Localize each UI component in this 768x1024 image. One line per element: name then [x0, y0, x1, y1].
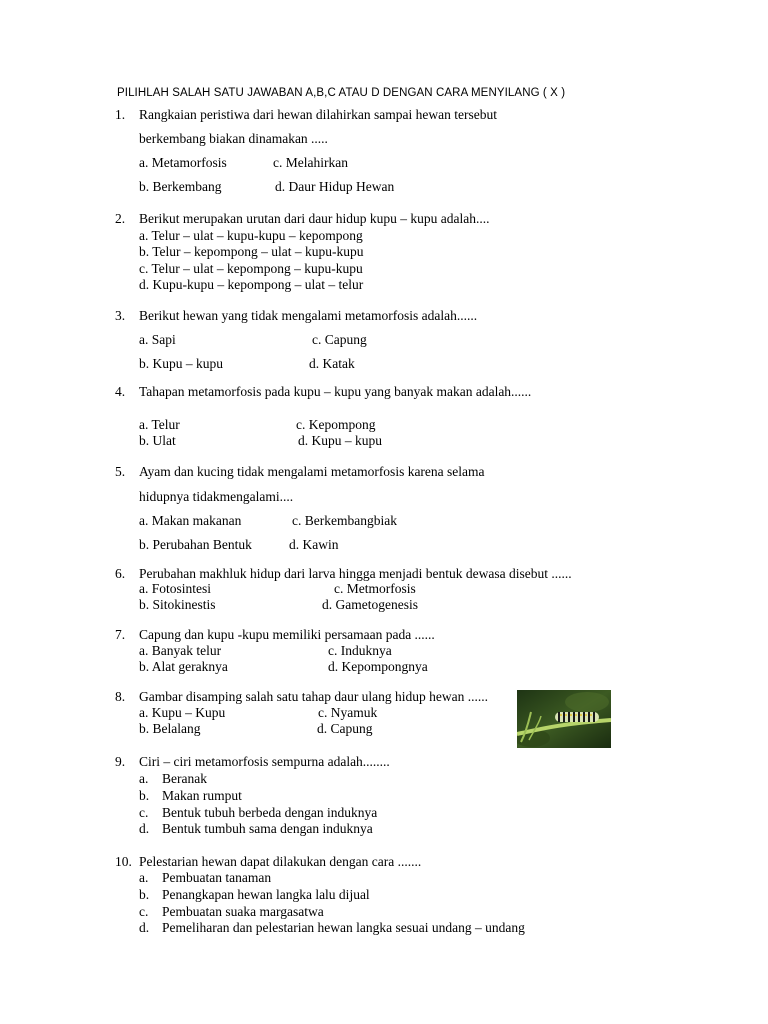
option-b[interactable]: b. Berkembang: [139, 179, 222, 194]
question-text: Ayam dan kucing tidak mengalami metamorfosis karena selama: [139, 464, 485, 479]
option-c[interactable]: Bentuk tubuh berbeda dengan induknya: [162, 805, 378, 820]
option-c[interactable]: c. Induknya: [328, 643, 392, 658]
option-a[interactable]: a. Makan makanan: [139, 513, 242, 528]
question-number: 1.: [115, 107, 126, 122]
question-number: 8.: [115, 689, 126, 704]
option-b[interactable]: b. Alat geraknya: [139, 659, 228, 674]
question-number: 7.: [115, 627, 126, 642]
question-text: Tahapan metamorfosis pada kupu – kupu yang banyak makan adalah......: [139, 384, 532, 399]
option-c[interactable]: c. Metmorfosis: [334, 581, 416, 596]
option-a[interactable]: a. Fotosintesi: [139, 581, 212, 596]
option-d[interactable]: d. Katak: [309, 356, 355, 371]
question-number: 9.: [115, 754, 126, 769]
option-b[interactable]: Makan rumput: [162, 788, 242, 803]
option-c[interactable]: c. Kepompong: [296, 417, 376, 432]
question-text: hidupnya tidakmengalami....: [139, 489, 294, 504]
option-c[interactable]: c. Berkembangbiak: [292, 513, 397, 528]
option-b[interactable]: b. Perubahan Bentuk: [139, 537, 252, 552]
option-d[interactable]: Bentuk tumbuh sama dengan induknya: [162, 821, 373, 836]
option-c[interactable]: Pembuatan suaka margasatwa: [162, 904, 324, 919]
option-c[interactable]: c. Telur – ulat – kepompong – kupu-kupu: [139, 261, 363, 276]
option-a[interactable]: a. Kupu – Kupu: [139, 705, 226, 720]
option-b[interactable]: b. Kupu – kupu: [139, 356, 223, 371]
option-a[interactable]: a. Telur – ulat – kupu-kupu – kepompong: [139, 228, 363, 243]
option-b[interactable]: b. Telur – kepompong – ulat – kupu-kupu: [139, 244, 364, 259]
option-b-label: b.: [139, 887, 150, 902]
option-a[interactable]: a. Sapi: [139, 332, 176, 347]
option-b[interactable]: b. Ulat: [139, 433, 176, 448]
option-c[interactable]: c. Melahirkan: [273, 155, 348, 170]
option-d-label: d.: [139, 821, 150, 836]
option-c[interactable]: c. Capung: [312, 332, 367, 347]
instruction-heading: PILIHLAH SALAH SATU JAWABAN A,B,C ATAU D DENGAN CARA MENYILANG ( X ): [117, 87, 566, 99]
option-c[interactable]: c. Nyamuk: [318, 705, 378, 720]
option-d[interactable]: Pemeliharan dan pelestarian hewan langka sesuai undang – undang: [162, 920, 525, 935]
option-a-label: a.: [139, 771, 149, 786]
option-b[interactable]: Penangkapan hewan langka lalu dijual: [162, 887, 370, 902]
option-a[interactable]: a. Banyak telur: [139, 643, 222, 658]
question-text: Capung dan kupu -kupu memiliki persamaan pada ......: [139, 627, 435, 642]
question-text: Ciri – ciri metamorfosis sempurna adalah........: [139, 754, 390, 769]
option-b-label: b.: [139, 788, 150, 803]
option-d[interactable]: d. Kupu – kupu: [298, 433, 382, 448]
question-number: 3.: [115, 308, 126, 323]
question-text: Berikut hewan yang tidak mengalami metamorfosis adalah......: [139, 308, 478, 323]
option-b[interactable]: b. Sitokinestis: [139, 597, 216, 612]
question-text: Rangkaian peristiwa dari hewan dilahirkan sampai hewan tersebut: [139, 107, 498, 122]
option-a[interactable]: a. Metamorfosis: [139, 155, 227, 170]
option-d[interactable]: d. Gametogenesis: [322, 597, 418, 612]
question-text: Gambar disamping salah satu tahap daur ulang hidup hewan ......: [139, 689, 489, 704]
option-d[interactable]: d. Capung: [317, 721, 373, 736]
option-a[interactable]: a. Telur: [139, 417, 180, 432]
question-number: 4.: [115, 384, 126, 399]
option-d[interactable]: d. Kupu-kupu – kepompong – ulat – telur: [139, 277, 364, 292]
question-number: 6.: [115, 566, 126, 581]
option-c-label: c.: [139, 904, 149, 919]
question-text: Pelestarian hewan dapat dilakukan dengan cara .......: [139, 854, 422, 869]
question-text: Berikut merupakan urutan dari daur hidup kupu – kupu adalah....: [139, 211, 490, 226]
option-d[interactable]: d. Kepompongnya: [328, 659, 428, 674]
option-a-label: a.: [139, 870, 149, 885]
option-d-label: d.: [139, 920, 150, 935]
caterpillar-photo-icon: [517, 690, 611, 748]
question-text: Perubahan makhluk hidup dari larva hingga menjadi bentuk dewasa disebut ......: [139, 566, 572, 581]
question-number: 5.: [115, 464, 126, 479]
option-d[interactable]: d. Daur Hidup Hewan: [275, 179, 395, 194]
option-c-label: c.: [139, 805, 149, 820]
option-a[interactable]: Beranak: [162, 771, 207, 786]
option-a[interactable]: Pembuatan tanaman: [162, 870, 272, 885]
question-text: berkembang biakan dinamakan .....: [139, 131, 328, 146]
option-d[interactable]: d. Kawin: [289, 537, 339, 552]
question-number: 2.: [115, 211, 126, 226]
question-number: 10.: [115, 854, 132, 869]
option-b[interactable]: b. Belalang: [139, 721, 201, 736]
